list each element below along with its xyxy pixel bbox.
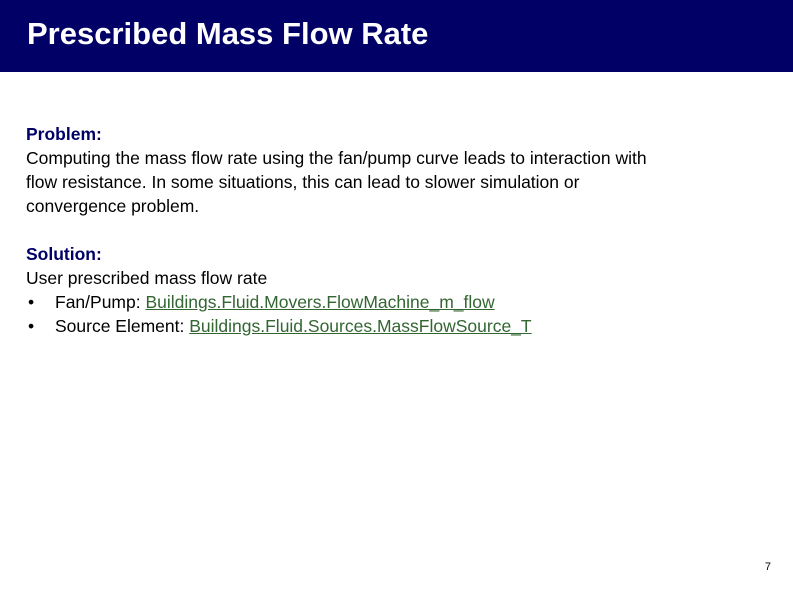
fan-pump-link[interactable]: Buildings.Fluid.Movers.FlowMachine_m_flow bbox=[145, 292, 495, 312]
problem-line: convergence problem. bbox=[26, 196, 200, 216]
bullet-label: Fan/Pump: bbox=[55, 292, 146, 312]
bullet-label: Source Element: bbox=[55, 316, 190, 336]
problem-heading: Problem: bbox=[26, 124, 102, 144]
slide-content bbox=[26, 122, 766, 338]
source-element-link[interactable]: Buildings.Fluid.Sources.MassFlowSource_T bbox=[189, 316, 532, 336]
problem-line: Computing the mass flow rate using the fan/pump curve leads to interaction with bbox=[26, 148, 647, 168]
title-bar bbox=[0, 0, 793, 72]
bullet-icon: • bbox=[28, 316, 35, 336]
bullet-icon: • bbox=[28, 292, 35, 312]
problem-line: flow resistance. In some situations, this can lead to slower simulation or bbox=[26, 172, 580, 192]
solution-heading: Solution: bbox=[26, 244, 102, 264]
section-spacer bbox=[26, 218, 766, 242]
slide-title: Prescribed Mass Flow Rate bbox=[27, 16, 429, 51]
solution-intro: User prescribed mass flow rate bbox=[26, 268, 268, 288]
bullet-item-fan-pump bbox=[26, 290, 766, 314]
bullet-item-source-element bbox=[26, 314, 766, 338]
page-number: 7 bbox=[764, 561, 771, 573]
